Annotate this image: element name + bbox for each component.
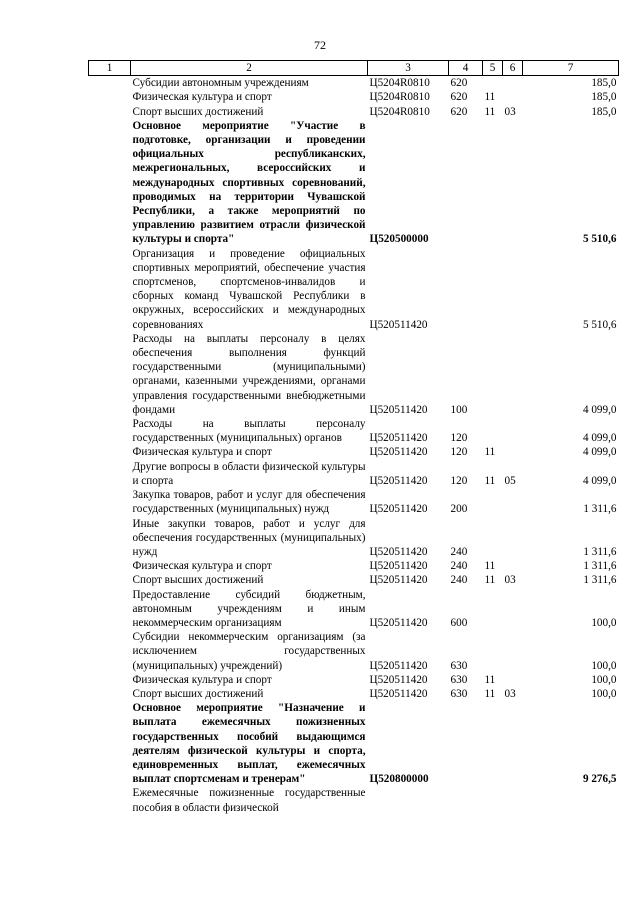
target-article-cell: Ц520511420 — [369, 687, 428, 700]
expense-type-cell: 630 — [450, 687, 468, 700]
amount-cell: 1 311,6 — [583, 574, 617, 587]
target-article-cell: Ц520511420 — [369, 432, 428, 445]
target-article-cell: Ц520511420 — [369, 474, 428, 487]
expense-name-cell: Физическая культура и спорт — [132, 673, 272, 686]
target-article-cell: Ц520511420 — [369, 616, 428, 629]
column-header: 7 — [523, 61, 619, 76]
section-cell: 11 — [484, 91, 496, 104]
expense-name-cell: Физическая культура и спорт — [132, 560, 272, 573]
table-row — [89, 786, 619, 814]
target-article-cell: Ц520511420 — [369, 446, 428, 459]
budget-table — [88, 60, 619, 815]
table-row — [89, 573, 619, 587]
target-article-cell: Ц5204R0810 — [369, 105, 430, 118]
section-cell: 11 — [484, 673, 496, 686]
target-article-cell: Ц520511420 — [369, 673, 428, 686]
expense-name-cell: Ежемесячные пожизненные государственные пособия в области физической — [132, 787, 366, 814]
table-row — [89, 76, 619, 91]
row-number-cell — [89, 687, 131, 701]
table-row — [89, 488, 619, 516]
target-article-cell: Ц5204R0810 — [369, 77, 430, 90]
amount-cell: 9 276,5 — [582, 773, 617, 786]
amount-cell: 100,0 — [591, 616, 617, 629]
expense-type-cell: 630 — [450, 659, 468, 672]
expense-name-cell: Физическая культура и спорт — [132, 446, 272, 459]
row-number-cell — [89, 119, 131, 247]
subsection-cell — [503, 701, 523, 786]
table-row — [89, 673, 619, 687]
amount-cell: 4 099,0 — [582, 474, 617, 487]
subsection-cell — [503, 559, 523, 573]
target-article-cell — [368, 786, 449, 814]
table-body — [89, 76, 619, 815]
row-number-cell — [89, 588, 131, 631]
subsection-cell — [503, 630, 523, 673]
table-row — [89, 630, 619, 673]
amount-cell: 100,0 — [591, 673, 617, 686]
target-article-cell: Ц520500000 — [369, 233, 429, 246]
subsection-cell — [503, 76, 523, 91]
subsection-cell — [503, 90, 523, 104]
row-number-cell — [89, 517, 131, 560]
subsection-cell — [503, 445, 523, 459]
section-cell: 11 — [484, 560, 496, 573]
section-cell: 11 — [484, 574, 496, 587]
expense-name-cell: Предоставление субсидий бюджетным, автономным учреждениям и иным некоммерческим организациям — [132, 588, 366, 629]
expense-name-cell: Иные закупки товаров, работ и услуг для обеспечения государственных (муниципальных) нужд — [132, 517, 366, 558]
amount-cell: 5 510,6 — [582, 318, 617, 331]
row-number-cell — [89, 332, 131, 417]
section-cell — [483, 517, 503, 560]
row-number-cell — [89, 673, 131, 687]
expense-type-cell: 120 — [450, 474, 468, 487]
subsection-cell — [503, 786, 523, 814]
column-header: 6 — [503, 61, 523, 76]
section-cell — [483, 76, 503, 91]
amount-cell — [523, 786, 619, 814]
amount-cell: 4 099,0 — [582, 403, 617, 416]
expense-name-cell: Расходы на выплаты персоналу в целях обеспечения выполнения функций государственными (муниципальными) органами, казенными учреждениями, органами управления государственными внебюджетными фондами — [132, 332, 366, 416]
expense-type-cell: 600 — [450, 616, 468, 629]
expense-type-cell: 120 — [450, 432, 468, 445]
row-number-cell — [89, 445, 131, 459]
expense-type-cell: 240 — [450, 545, 468, 558]
section-cell — [483, 488, 503, 516]
row-number-cell — [89, 786, 131, 814]
section-cell — [483, 588, 503, 631]
page-number: 72 — [314, 38, 326, 52]
expense-type-cell: 200 — [450, 503, 468, 516]
row-number-cell — [89, 417, 131, 445]
expense-name-cell: Спорт высших достижений — [132, 574, 264, 587]
section-cell — [483, 701, 503, 786]
target-article-cell: Ц520800000 — [369, 773, 429, 786]
row-number-cell — [89, 559, 131, 573]
expense-type-cell: 620 — [450, 105, 468, 118]
section-cell — [483, 247, 503, 332]
column-header: 3 — [368, 61, 449, 76]
subsection-cell: 03 — [504, 105, 516, 118]
table-header-row — [89, 61, 619, 76]
expense-name-cell: Спорт высших достижений — [132, 687, 264, 700]
target-article-cell: Ц520511420 — [369, 574, 428, 587]
target-article-cell: Ц520511420 — [369, 560, 428, 573]
subsection-cell — [503, 517, 523, 560]
expense-type-cell: 240 — [450, 560, 468, 573]
table-row — [89, 559, 619, 573]
table-row — [89, 701, 619, 786]
row-number-cell — [89, 460, 131, 488]
expense-name-cell: Субсидии автономным учреждениям — [132, 77, 309, 90]
table-row — [89, 90, 619, 104]
section-cell: 11 — [484, 474, 496, 487]
subsection-cell: 05 — [504, 474, 516, 487]
target-article-cell: Ц5204R0810 — [369, 91, 430, 104]
expense-name-cell: Закупка товаров, работ и услуг для обеспечения государственных (муниципальных) нужд — [132, 489, 366, 516]
amount-cell: 185,0 — [591, 91, 617, 104]
table-row — [89, 105, 619, 119]
section-cell — [483, 630, 503, 673]
subsection-cell — [503, 673, 523, 687]
target-article-cell: Ц520511420 — [369, 503, 428, 516]
expense-name-cell: Организация и проведение официальных спортивных мероприятий, обеспечение участия спортсменов, спортсменов-инвалидов и сборных команд Чувашской Республики в окружных, всероссийских и международных соревнованиях — [132, 247, 366, 331]
amount-cell: 4 099,0 — [582, 432, 617, 445]
table-row — [89, 460, 619, 488]
expense-name-cell: Расходы на выплаты персоналу государственных (муниципальных) органов — [132, 418, 366, 445]
expense-name-cell: Основное мероприятие "Участие в подготовке, организации и проведении официальных республиканских, межрегиональных, всероссийских и международных спортивных соревнований, проводимых на территории Чувашской Республики, а также мероприятий по управлению развитием отрасли физической культуры и спорта" — [132, 119, 366, 246]
row-number-cell — [89, 105, 131, 119]
table-row — [89, 119, 619, 247]
target-article-cell: Ц520511420 — [369, 545, 428, 558]
table-row — [89, 332, 619, 417]
target-article-cell: Ц520511420 — [369, 403, 428, 416]
row-number-cell — [89, 488, 131, 516]
subsection-cell — [503, 588, 523, 631]
amount-cell: 1 311,6 — [583, 560, 617, 573]
expense-name-cell: Физическая культура и спорт — [132, 91, 272, 104]
section-cell — [483, 332, 503, 417]
row-number-cell — [89, 76, 131, 91]
row-number-cell — [89, 701, 131, 786]
expense-type-cell — [449, 701, 483, 786]
target-article-cell: Ц520511420 — [369, 659, 428, 672]
section-cell: 11 — [484, 105, 496, 118]
table-row — [89, 445, 619, 459]
amount-cell: 185,0 — [591, 77, 617, 90]
section-cell: 11 — [484, 446, 496, 459]
expense-type-cell: 620 — [450, 77, 468, 90]
amount-cell: 4 099,0 — [582, 446, 617, 459]
table-row — [89, 417, 619, 445]
expense-name-cell: Другие вопросы в области физической культуры и спорта — [132, 460, 366, 487]
row-number-cell — [89, 247, 131, 332]
subsection-cell — [503, 332, 523, 417]
table-row — [89, 247, 619, 332]
expense-type-cell — [449, 247, 483, 332]
subsection-cell — [503, 247, 523, 332]
subsection-cell: 03 — [504, 687, 516, 700]
subsection-cell: 03 — [504, 574, 516, 587]
section-cell — [483, 119, 503, 247]
column-header: 1 — [89, 61, 131, 76]
expense-type-cell: 630 — [450, 673, 468, 686]
table-row — [89, 687, 619, 701]
column-header: 2 — [131, 61, 368, 76]
expense-type-cell: 620 — [450, 91, 468, 104]
amount-cell: 5 510,6 — [582, 233, 617, 246]
row-number-cell — [89, 573, 131, 587]
expense-type-cell — [449, 119, 483, 247]
amount-cell: 1 311,6 — [583, 545, 617, 558]
section-cell — [483, 417, 503, 445]
column-header: 4 — [449, 61, 483, 76]
amount-cell: 1 311,6 — [583, 503, 617, 516]
expense-name-cell: Субсидии некоммерческим организациям (за исключением государственных (муниципальных) учреждений) — [132, 631, 366, 672]
expense-name-cell: Основное мероприятие "Назначение и выплата ежемесячных пожизненных государственных пособий выдающимся деятелям физической культуры и спорта, единовременных выплат, ежемесячных выплат спортсменам и тренерам" — [132, 702, 366, 786]
expense-type-cell: 120 — [450, 446, 468, 459]
table-row — [89, 588, 619, 631]
section-cell: 11 — [484, 687, 496, 700]
row-number-cell — [89, 630, 131, 673]
expense-name-cell: Спорт высших достижений — [132, 105, 264, 118]
amount-cell: 100,0 — [591, 659, 617, 672]
expense-type-cell — [449, 786, 483, 814]
table-row — [89, 517, 619, 560]
row-number-cell — [89, 90, 131, 104]
subsection-cell — [503, 417, 523, 445]
target-article-cell: Ц520511420 — [369, 318, 428, 331]
expense-type-cell: 240 — [450, 574, 468, 587]
expense-type-cell: 100 — [450, 403, 468, 416]
section-cell — [483, 786, 503, 814]
amount-cell: 185,0 — [591, 105, 617, 118]
amount-cell: 100,0 — [591, 687, 617, 700]
subsection-cell — [503, 488, 523, 516]
column-header: 5 — [483, 61, 503, 76]
subsection-cell — [503, 119, 523, 247]
